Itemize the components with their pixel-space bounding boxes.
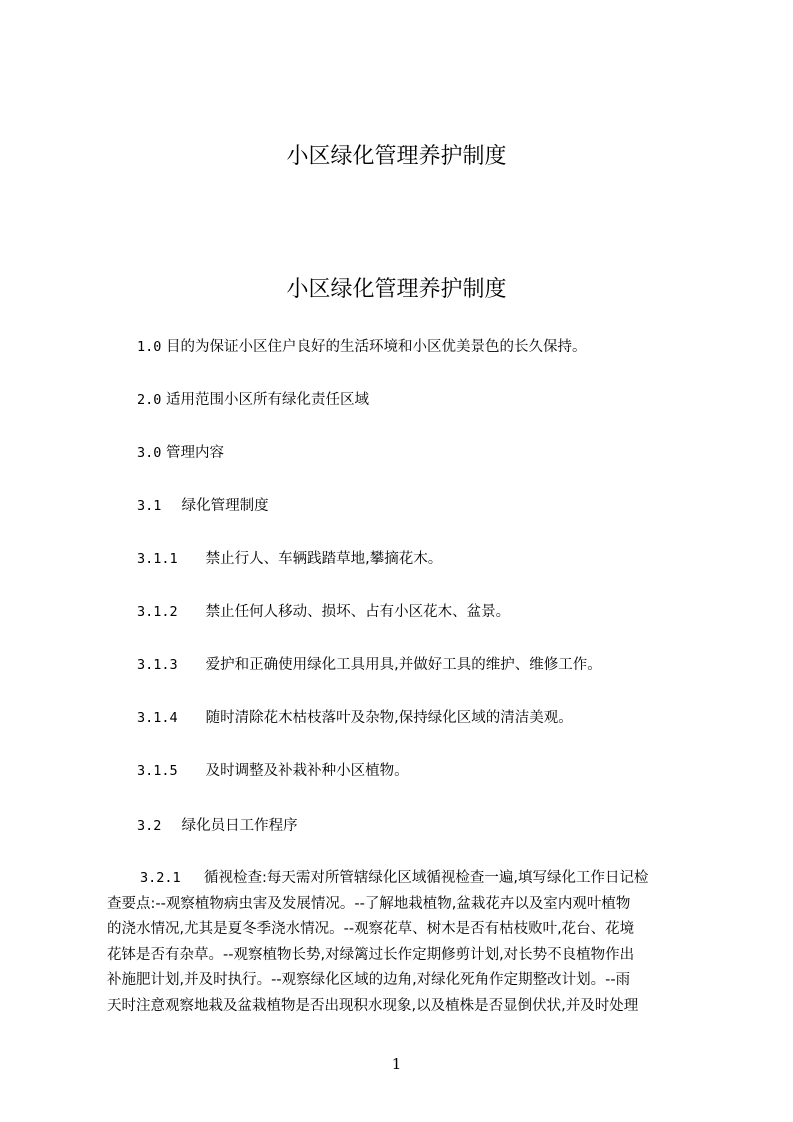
section-number: 3.1 [137, 498, 162, 514]
section-text: 禁止行人、车辆践踏草地,攀摘花木。 [205, 551, 443, 567]
section-3-0 [137, 444, 224, 462]
document-title: 小区绿化管理养护制度 [286, 144, 507, 169]
section-1-0 [137, 338, 587, 356]
paragraph-3-2-1 [107, 866, 701, 1019]
section-number: 3.1.4 [137, 710, 178, 726]
paragraph-line: 补施肥计划,并及时执行。--观察绿化区域的边角,对绿化死角作定期整改计划。--雨 [107, 972, 631, 988]
section-text: 及时调整及补栽补种小区植物。 [205, 763, 409, 779]
section-number: 1.0 [137, 339, 162, 355]
section-text: 绿化管理制度 [181, 498, 269, 514]
section-text: 随时清除花木枯枝落叶及杂物,保持绿化区域的清洁美观。 [205, 710, 573, 726]
section-3-1-3 [137, 656, 602, 674]
section-text: 禁止任何人移动、损坏、占有小区花木、盆景。 [205, 604, 511, 620]
section-number: 3.0 [137, 445, 162, 461]
section-number: 3.2 [137, 818, 162, 834]
section-text: 目的为保证小区住户良好的生活环境和小区优美景色的长久保持。 [166, 339, 587, 355]
section-3-1 [137, 497, 269, 515]
section-3-2 [137, 817, 298, 835]
paragraph-line-text: 循视检查:每天需对所管辖绿化区域循视检查一遍,填写绿化工作日记检 [204, 870, 649, 886]
section-3-1-5 [137, 762, 409, 780]
section-text: 适用范围小区所有绿化责任区域 [166, 392, 369, 408]
section-3-1-2 [137, 603, 510, 621]
section-number: 3.1.1 [137, 551, 178, 567]
section-3-1-1 [137, 550, 442, 568]
paragraph-line [107, 866, 701, 892]
paragraph-line: 花钵是否有杂草。--观察植物长势,对绿篱过长作定期修剪计划,对长势不良植物作出 [107, 946, 635, 963]
page-number: 1 [391, 1055, 402, 1073]
section-number: 3.1.2 [137, 604, 178, 620]
section-text: 绿化员日工作程序 [181, 818, 298, 834]
section-number: 3.1.3 [137, 657, 178, 673]
section-2-0 [137, 391, 369, 409]
document-subtitle: 小区绿化管理养护制度 [286, 277, 507, 302]
section-number: 3.1.5 [137, 763, 178, 779]
paragraph-line: 的浇水情况,尤其是夏冬季浇水情况。--观察花草、树木是否有枯枝败叶,花台、花境 [107, 921, 635, 937]
paragraph-line: 查要点:--观察植物病虫害及发展情况。--了解地栽植物,盆栽花卉以及室内观叶植物 [107, 895, 631, 912]
paragraph-line: 天时注意观察地栽及盆栽植物是否出现积水现象,以及植株是否显倒伏状,并及时处理 [107, 997, 639, 1014]
section-text: 爱护和正确使用绿化工具用具,并做好工具的维护、维修工作。 [205, 657, 602, 673]
section-number: 2.0 [137, 392, 162, 408]
section-3-1-4 [137, 709, 573, 727]
section-text: 管理内容 [166, 445, 224, 461]
paragraph-number: 3.2.1 [140, 870, 181, 886]
